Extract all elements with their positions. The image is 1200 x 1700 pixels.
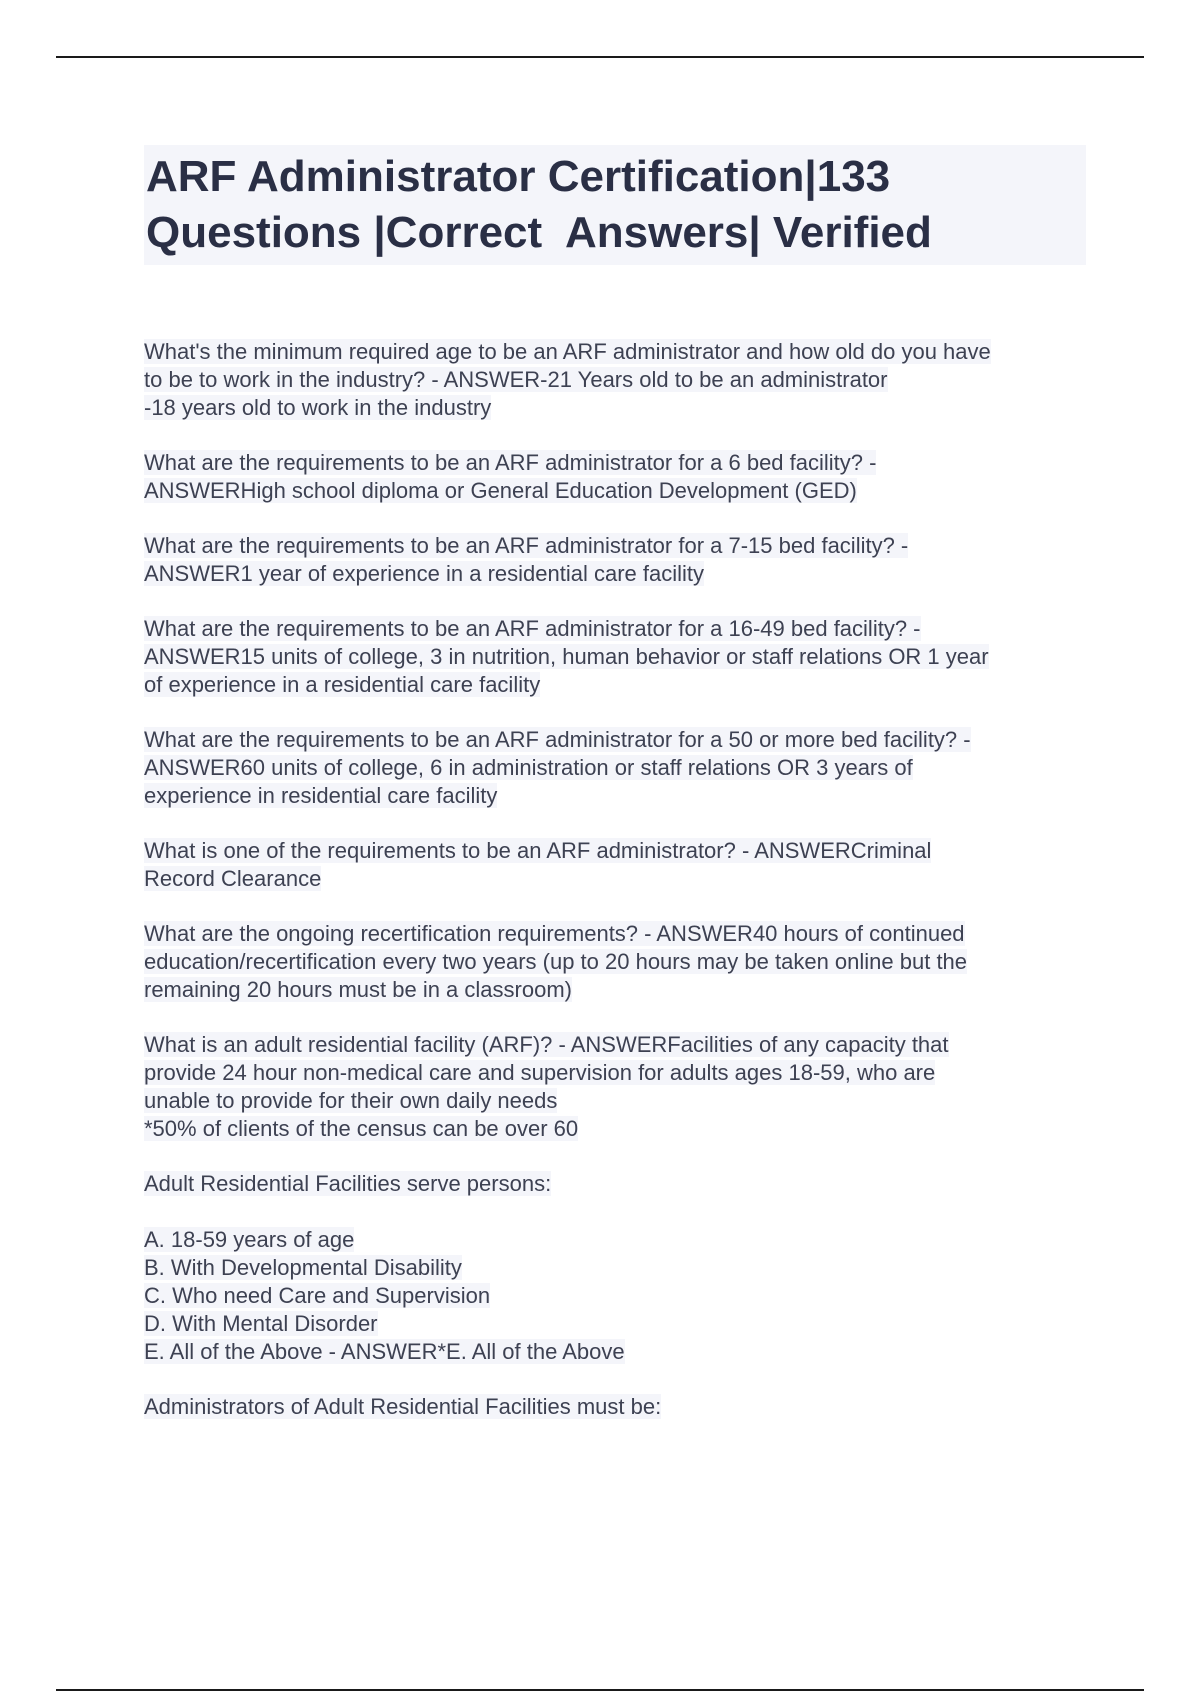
qa-option-line: B. With Developmental Disability bbox=[144, 1255, 462, 1280]
qa-option-line: E. All of the Above - ANSWER*E. All of the Above bbox=[144, 1339, 625, 1364]
qa-text-line: What are the requirements to be an ARF administrator for a 50 or more bed facility? - bbox=[144, 727, 971, 752]
qa-entry bbox=[144, 837, 1084, 893]
qa-text-line: Record Clearance bbox=[144, 866, 322, 891]
qa-text-line: ANSWERHigh school diploma or General Education Development (GED) bbox=[144, 478, 857, 503]
document-body bbox=[144, 338, 1084, 1448]
qa-text-line: What are the requirements to be an ARF administrator for a 7-15 bed facility? - bbox=[144, 533, 909, 558]
qa-text-line: ANSWER1 year of experience in a residential care facility bbox=[144, 561, 705, 586]
qa-option-line: A. 18-59 years of age bbox=[144, 1227, 355, 1252]
qa-entry bbox=[144, 338, 1084, 422]
qa-text-line: ANSWER15 units of college, 3 in nutrition, human behavior or staff relations OR 1 year bbox=[144, 644, 989, 669]
title-block bbox=[144, 145, 1086, 265]
qa-text-line: Administrators of Adult Residential Facilities must be: bbox=[144, 1394, 662, 1419]
qa-entry bbox=[144, 1031, 1084, 1143]
qa-entry-multiple-choice bbox=[144, 1170, 1084, 1366]
qa-text-line: unable to provide for their own daily needs bbox=[144, 1088, 558, 1113]
qa-text-line: experience in residential care facility bbox=[144, 783, 498, 808]
qa-text-line: *50% of clients of the census can be over 60 bbox=[144, 1116, 579, 1141]
qa-text-line: of experience in a residential care facility bbox=[144, 672, 541, 697]
qa-text-line: provide 24 hour non-medical care and supervision for adults ages 18-59, who are bbox=[144, 1060, 936, 1085]
qa-text-line: remaining 20 hours must be in a classroom) bbox=[144, 977, 572, 1002]
qa-entry bbox=[144, 615, 1084, 699]
qa-option-line: D. With Mental Disorder bbox=[144, 1311, 378, 1336]
qa-entry bbox=[144, 726, 1084, 810]
qa-text-line: What are the requirements to be an ARF administrator for a 16-49 bed facility? - bbox=[144, 616, 921, 641]
qa-text-line: What are the ongoing recertification requirements? - ANSWER40 hours of continued bbox=[144, 921, 965, 946]
qa-text-line: What is one of the requirements to be an ARF administrator? - ANSWERCriminal bbox=[144, 838, 932, 863]
top-rule bbox=[56, 56, 1144, 58]
qa-entry bbox=[144, 449, 1084, 505]
qa-text-line: What's the minimum required age to be an ARF administrator and how old do you have bbox=[144, 339, 991, 364]
qa-text-line: Adult Residential Facilities serve persons: bbox=[144, 1171, 552, 1196]
bottom-rule bbox=[56, 1689, 1144, 1691]
qa-text-line: ANSWER60 units of college, 6 in administration or staff relations OR 3 years of bbox=[144, 755, 913, 780]
qa-text-line: to be to work in the industry? - ANSWER-21 Years old to be an administrator bbox=[144, 367, 888, 392]
qa-text-line: -18 years old to work in the industry bbox=[144, 395, 492, 420]
qa-text-line: education/recertification every two years (up to 20 hours may be taken online but the bbox=[144, 949, 968, 974]
qa-option-line: C. Who need Care and Supervision bbox=[144, 1283, 491, 1308]
title-line: ARF Administrator Certification|133 bbox=[146, 152, 891, 201]
title-line: Questions |Correct Answers| Verified bbox=[146, 208, 932, 257]
qa-text-line: What is an adult residential facility (ARF)? - ANSWERFacilities of any capacity that bbox=[144, 1032, 949, 1057]
qa-entry bbox=[144, 532, 1084, 588]
document-title bbox=[144, 145, 1086, 265]
qa-entry bbox=[144, 1393, 1084, 1421]
spacer bbox=[144, 1198, 1084, 1226]
qa-entry bbox=[144, 920, 1084, 1004]
qa-text-line: What are the requirements to be an ARF administrator for a 6 bed facility? - bbox=[144, 450, 877, 475]
